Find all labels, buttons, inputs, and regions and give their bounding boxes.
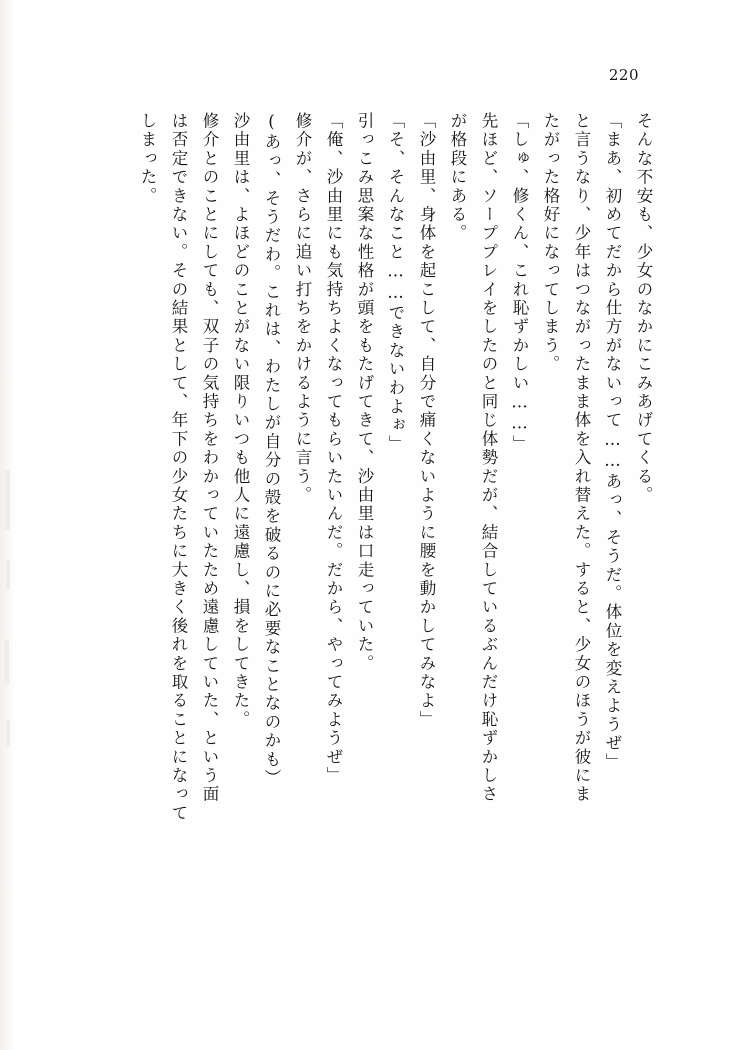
text-column: (あっ、そうだわ。これは、わたしが自分の殻を破るのに必要なことなのかも） bbox=[262, 112, 281, 788]
text-column: 「俺、沙由里にも気持ちよくなってもらいたいんだ。だから、やってみようぜ」 bbox=[324, 112, 343, 786]
scan-artifact bbox=[6, 720, 10, 746]
text-column: しまった。 bbox=[138, 112, 157, 206]
text-column: 「そ、そんなこと……できないわよぉ」 bbox=[386, 112, 405, 454]
text-column: 「しゅ、修くん、これ恥ずかしい……」 bbox=[510, 112, 529, 454]
text-column: 引っこみ思案な性格が頭をもたげてきて、沙由里は口走っていた。 bbox=[355, 112, 374, 673]
text-column: 沙由里は、よほどのことがない限りいつも他人に遠慮し、損をしてきた。 bbox=[231, 112, 250, 730]
text-column: たがった格好になってしまう。 bbox=[541, 112, 560, 374]
text-column: が格段にある。 bbox=[448, 112, 467, 243]
text-column: 修介が、さらに追い打ちをかけるように言う。 bbox=[293, 112, 312, 505]
text-column: 「沙由里、身体を起こして、自分で痛くないように腰を動かしてみなよ」 bbox=[417, 112, 436, 730]
text-column: そんな不安も、少女のなかにこみあげてくる。 bbox=[634, 112, 653, 505]
page-number: 220 bbox=[608, 66, 639, 84]
text-column: 先ほど、ソーププレイをしたのと同じ体勢だが、結合しているぶんだけ恥ずかしさ bbox=[479, 112, 498, 804]
scan-artifact bbox=[6, 560, 10, 590]
text-column: 修介とのことにしても、双子の気持ちをわかっていたため遠慮していた、という面 bbox=[200, 112, 219, 804]
text-column: 「まあ、初めてだから仕方がないって……あっ、そうだ。体位を変えようぜ」 bbox=[603, 112, 622, 772]
text-column: は否定できない。その結果として、年下の少女たちに大きく後れを取ることになって bbox=[169, 112, 188, 823]
scan-artifact bbox=[5, 470, 10, 530]
vertical-text-body bbox=[96, 112, 651, 972]
text-column: と言うなり、少年はつながったまま体を入れ替えた。すると、少女のほうが彼にま bbox=[572, 112, 591, 804]
scan-artifact bbox=[4, 640, 9, 685]
